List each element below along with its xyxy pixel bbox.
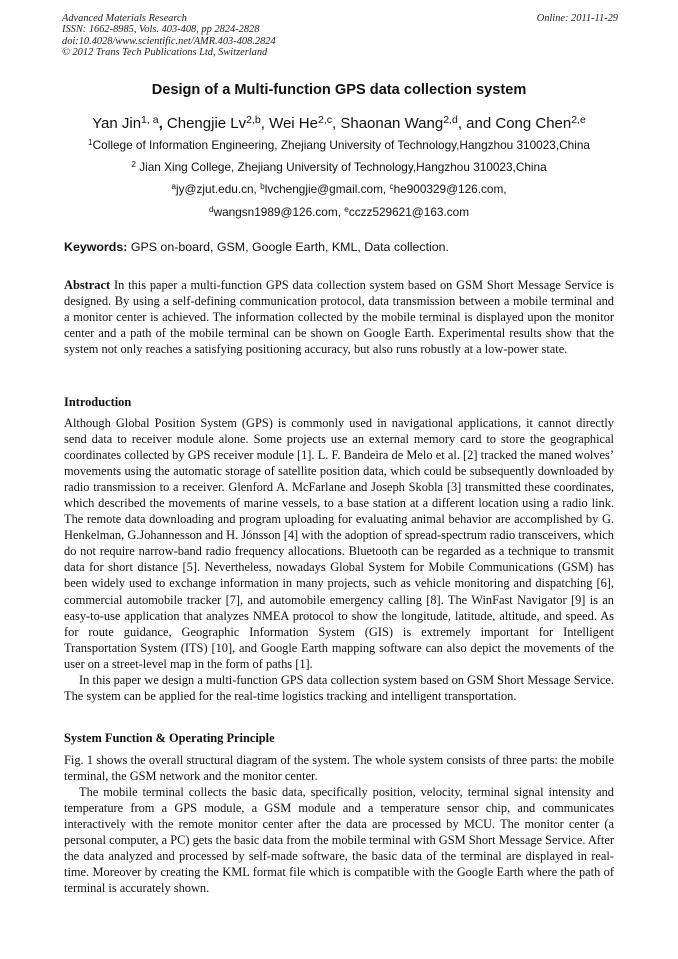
journal-issn: ISSN: 1662-8985, Vols. 403-408, pp 2824-2828 — [62, 24, 260, 36]
keywords-text: GPS on-board, GSM, Google Earth, KML, Data collection. — [130, 240, 449, 254]
author-email: he900329@126.com, — [393, 182, 507, 196]
journal-header — [62, 13, 618, 59]
email-mark: c — [389, 181, 394, 191]
keywords-label: Keywords: — [64, 240, 128, 254]
paragraph: The mobile terminal collects the basic data, specifically position, velocity, terminal signal intensity and temperature from a GPS module, a GSM module and a temperature sensor chip, and communicates interactively with the remote monitor center after the data are processed by MCU. The monitor center (a personal computer, a PC) gets the basic data from the mobile terminal with GSM Short Message Service. After the data analyzed and processed by self-made software, the basic data of the terminal are displayed in real-time. Moreover by creating the KML format file which is compatible with the Google Earth where the path of terminal is accurately shown. — [64, 785, 614, 896]
abstract-text: In this paper a multi-function GPS data collection system based on GSM Short Message Service is designed. By using a self-defining communication protocol, data transmission between a mobile terminal and a monitor center is achieved. The information collected by the mobile terminal is displayed upon the monitor center and a path of the mobile terminal can be shown on Google Earth. Experimental results show that the system not only reaches a satisfying positioning accuracy, but also runs robustly at a low-power state. — [64, 278, 614, 357]
email-line-2 — [0, 205, 678, 220]
author-separator: , — [332, 115, 337, 132]
author-separator: , — [158, 115, 163, 132]
email-mark: d — [208, 204, 214, 214]
author-email: jy@zjut.edu.cn, — [176, 182, 261, 196]
author-name: Cong Chen — [495, 115, 572, 132]
author-affiliation-mark: 2,c — [317, 113, 332, 126]
paragraph: Although Global Position System (GPS) is commonly used in navigational applications, it cannot directly send data to receiver module alone. Some projects use an external memory card to store the geographical coordinates collected by GPS receiver module [1]. L. F. Bandeira de Melo et al. [2] tracked the maned wolves’ movements using the automatic storage of satellite position data, which could be subsequently downloaded by radio transmission to a receiver. Glenford A. McFarlane and Joseph Skobla [3] transmitted these coordinates, which described the movements of marine vessels, to a base station at a different location using a radio link. The remote data downloading and program uploading for evaluating animal behavior are accomplished by G. Henkelman, G.Johannesson and H. Jónsson [4] with the adoption of spread-spectrum radio transceivers, which do not require narrow-band radio frequency allocations. Bluetooth can be regarded as a technique to transmit data for short distance [5]. Nevertheless, nowadays Global System for Mobile Communications (GSM) has been widely used to exchange information in many projects, such as vehicle monitoring and dispatching [6], commercial automobile tracker [7], and automobile emergency calling [8]. The WinFast Navigator [9] is an easy-to-use application that analyzes NMEA protocol to show the longitude, latitude, altitude, and speed. As for route guidance, Geographic Information System (GIS) is extremely important for Intelligent Transportation System (ITS) [10], and Google Earth mapping software can also depict the movements of the user on a street-level map in the form of paths [1]. — [64, 416, 614, 671]
abstract-label: Abstract — [64, 278, 111, 292]
affiliation-text: Jian Xing College, Zhejiang University of Technology,Hangzhou 310023,China — [139, 160, 547, 174]
system-function-body — [64, 752, 614, 896]
introduction-body — [64, 415, 614, 704]
author-separator: , — [260, 115, 265, 132]
email-line-1 — [0, 182, 678, 197]
author-name: Wei He — [269, 115, 318, 132]
journal-copyright: © 2012 Trans Tech Publications Ltd, Switzerland — [62, 47, 268, 59]
affiliation-2 — [0, 160, 678, 175]
email-mark: e — [344, 204, 349, 214]
paragraph: Fig. 1 shows the overall structural diagram of the system. The whole system consists of three parts: the mobile terminal, the GSM network and the monitor center. — [64, 753, 614, 784]
author-affiliation-mark: 2,e — [571, 113, 586, 126]
author-separator: , and — [457, 115, 492, 132]
abstract — [64, 277, 614, 357]
author-list — [0, 114, 678, 134]
keywords — [64, 240, 616, 255]
online-date: Online: 2011-11-29 — [536, 13, 618, 24]
journal-name: Advanced Materials Research — [62, 13, 187, 24]
section-heading-introduction: Introduction — [64, 395, 132, 409]
author-name: Shaonan Wang — [340, 115, 444, 132]
affiliation-text: College of Information Engineering, Zhejiang University of Technology,Hangzhou 310023,China — [92, 138, 590, 152]
author-email: lvchengjie@gmail.com, — [264, 182, 390, 196]
author-name: Yan Jin — [92, 115, 142, 132]
author-email: cczz529621@163.com — [348, 205, 470, 219]
author-affiliation-mark: 1, a — [141, 113, 159, 126]
email-mark: a — [171, 181, 176, 191]
author-email: wangsn1989@126.com, — [213, 205, 345, 219]
section-heading-system-function: System Function & Operating Principle — [64, 731, 275, 745]
author-name: Chengjie Lv — [166, 115, 247, 132]
email-mark: b — [260, 181, 265, 191]
journal-doi: doi:10.4028/www.scientific.net/AMR.403-408.2824 — [62, 35, 276, 47]
paragraph: In this paper we design a multi-function GPS data collection system based on GSM Short Message Service. The system can be applied for the real-time logistics tracking and intelligent transportation. — [64, 672, 614, 703]
affiliation-number: 2 — [131, 159, 136, 169]
affiliation-number: 1 — [88, 137, 93, 147]
author-affiliation-mark: 2,d — [443, 113, 458, 126]
paper-title: Design of a Multi-function GPS data collection system — [151, 82, 527, 98]
author-affiliation-mark: 2,b — [246, 113, 261, 126]
affiliation-1 — [0, 138, 678, 153]
